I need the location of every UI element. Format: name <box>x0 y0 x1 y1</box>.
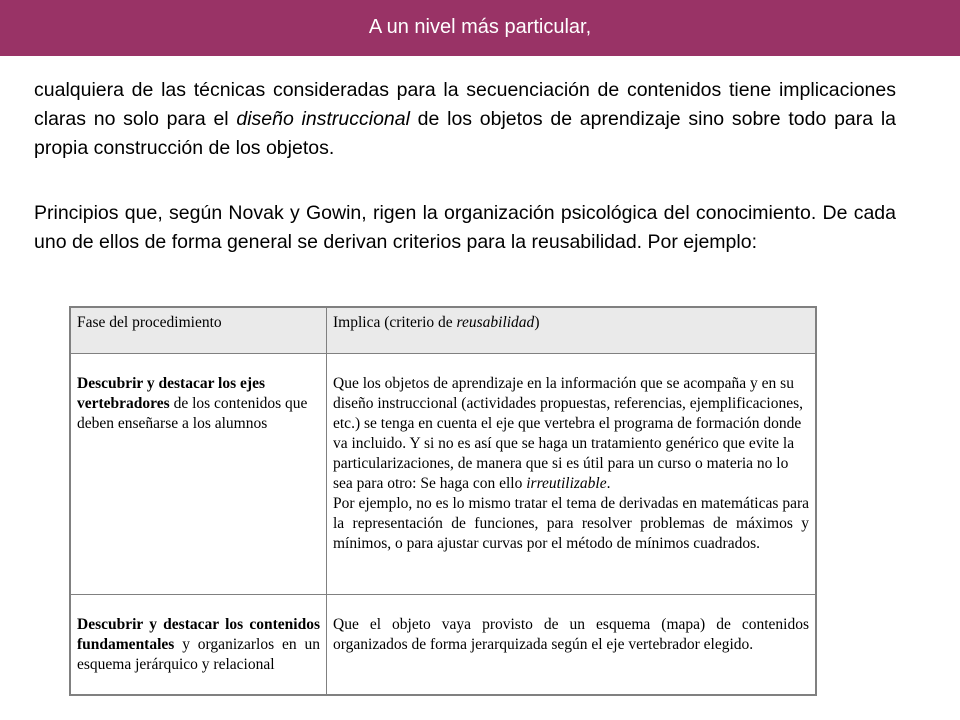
phase-rest: de los contenidos que deben enseñarse a los alumnos <box>77 395 308 432</box>
title-bar <box>0 0 960 56</box>
slide-title: A un nivel más particular, <box>368 15 592 38</box>
implica-example: Por ejemplo, no es lo mismo tratar el tema de derivadas en matemáticas para la representación de funciones, para resolver problemas de máximos y mínimos, o para ajustar curvas por el método de mínimos cuadrados. <box>333 495 809 552</box>
table-header-row <box>71 308 816 354</box>
intro-emphasis: diseño instruccional <box>236 108 410 130</box>
intro-text-a: cualquiera de las técnicas consideradas para la secuenciación de contenidos tiene implicaciones claras no solo para el <box>34 79 896 130</box>
phase-bold: Descubrir y destacar los contenidos fundamentales <box>77 616 320 653</box>
intro-paragraph <box>34 76 896 163</box>
implica-text-a: Que el objeto vaya provisto de un esquema (mapa) de contenidos organizados de forma jerarquizada según el eje vertebrador elegido. <box>333 616 809 653</box>
header-implica-em: reusabilidad <box>456 314 535 331</box>
phase-rest: y organizarlos en un esquema jerárquico y relacional <box>77 636 320 673</box>
phase-cell <box>71 595 327 695</box>
header-phase <box>71 308 327 354</box>
phase-bold: Descubrir y destacar los ejes vertebradores <box>77 375 265 412</box>
table-row <box>71 595 816 695</box>
header-implica-b: ) <box>534 314 540 331</box>
implica-emphasis: irreutilizable <box>526 475 607 492</box>
header-implica-a: Implica (criterio de <box>333 314 457 331</box>
header-phase-label: Fase del procedimiento <box>77 314 222 331</box>
implica-cell <box>327 354 816 595</box>
intro-text-b: de los objetos de aprendizaje sino sobre todo para la propia construcción de los objetos. <box>34 108 897 159</box>
header-implica <box>327 308 816 354</box>
table-row <box>71 354 816 595</box>
implica-text-a: Que los objetos de aprendizaje en la información que se acompaña y en su diseño instruccional (actividades propuestas, referencias, ejemplificaciones, etc.) se tenga en cuenta el eje que vertebra el programa de formación donde va incluido. Y si no es así que se haga un tratamiento genérico que evite la particularizaciones, de manera que si es útil para un curso o materia no lo sea para otro: Se haga con ello <box>333 375 803 492</box>
phase-cell <box>71 354 327 595</box>
principles-paragraph: Principios que, según Novak y Gowin, rigen la organización psicológica del conocimiento. De cada uno de ellos de forma general se derivan criterios para la reusabilidad. Por ejemplo: <box>34 202 896 253</box>
criteria-table <box>69 306 817 696</box>
implica-cell <box>327 595 816 695</box>
implica-text-b: . <box>606 475 611 492</box>
